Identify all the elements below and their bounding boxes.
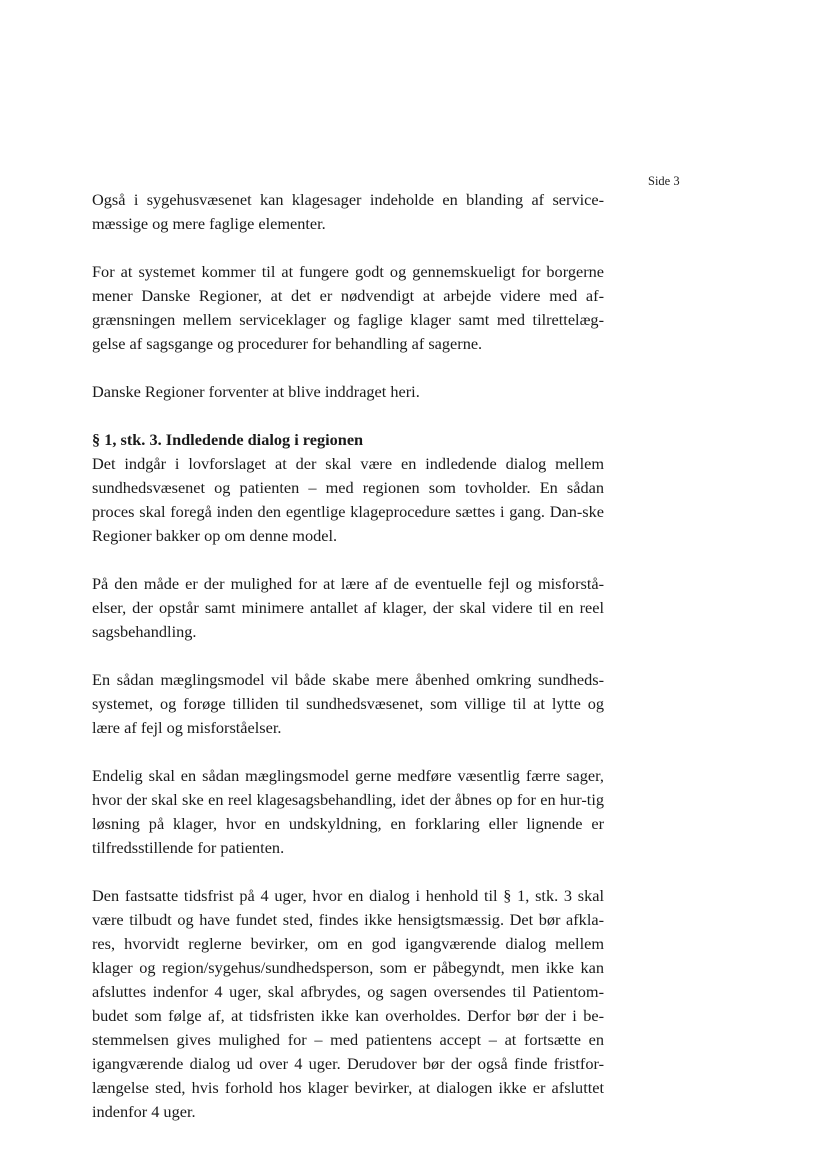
paragraph-5: På den måde er der mulighed for at lære af de eventuelle fejl og misforstå-elser, der opstår samt minimere antallet af klager, der skal videre til en reel sagsbehandling. — [92, 574, 604, 641]
paragraph-4: Det indgår i lovforslaget at der skal være en indledende dialog mellem sundhedsvæsenet og patienten – med regionen som tovholder. En sådan proces skal foregå inden den egentlige klageprocedure sættes i gang. Dan-ske Regioner bakker op om denne model. — [92, 454, 604, 545]
paragraph-8: Den fastsatte tidsfrist på 4 uger, hvor en dialog i henhold til § 1, stk. 3 skal være tilbudt og have fundet sted, findes ikke hensigtsmæssig. Det bør afkla-res, hvorvidt reglerne bevirker, om en god igangværende dialog mellem klager og region/sygehus/sundhedsperson, som er påbegyndt, men ikke kan afsluttes indenfor 4 uger, skal afbrydes, og sagen oversendes til Patientom-budet som følge af, at tidsfristen ikke kan overholdes. Derfor bør der i be-stemmelsen gives mulighed for – med patientens accept – at fortsætte en igangværende dialog ud over 4 uger. Derudover bør der også finde fristfor-længelse sted, hvis forhold hos klager bevirker, at dialogen ikke er afsluttet indenfor 4 uger. — [92, 886, 604, 1121]
paragraph-1: Også i sygehusvæsenet kan klagesager indeholde en blanding af service-mæssige og mere faglige elementer. — [92, 190, 604, 233]
section-heading: § 1, stk. 3. Indledende dialog i regionen — [92, 430, 364, 449]
document-body — [92, 188, 604, 1148]
page-number: Side 3 — [648, 174, 680, 188]
paragraph-2: For at systemet kommer til at fungere godt og gennemskueligt for borgerne mener Danske Regioner, at det er nødvendigt at arbejde videre med af-grænsningen mellem serviceklager og faglige klager samt med tilrettelæg-gelse af sagsgange og procedurer for behandling af sagerne. — [92, 262, 604, 353]
paragraph-3: Danske Regioner forventer at blive inddraget heri. — [92, 382, 420, 401]
paragraph-7: Endelig skal en sådan mæglingsmodel gerne medføre væsentlig færre sager, hvor der skal ske en reel klagesagsbehandling, idet der åbnes op for en hur-tig løsning på klager, hvor en undskyldning, en forklaring eller lignende er tilfredsstillende for patienten. — [92, 766, 604, 857]
paragraph-6: En sådan mæglingsmodel vil både skabe mere åbenhed omkring sundheds-systemet, og forøge tilliden til sundhedsvæsenet, som villige til at lytte og lære af fejl og misforståelser. — [92, 670, 604, 737]
